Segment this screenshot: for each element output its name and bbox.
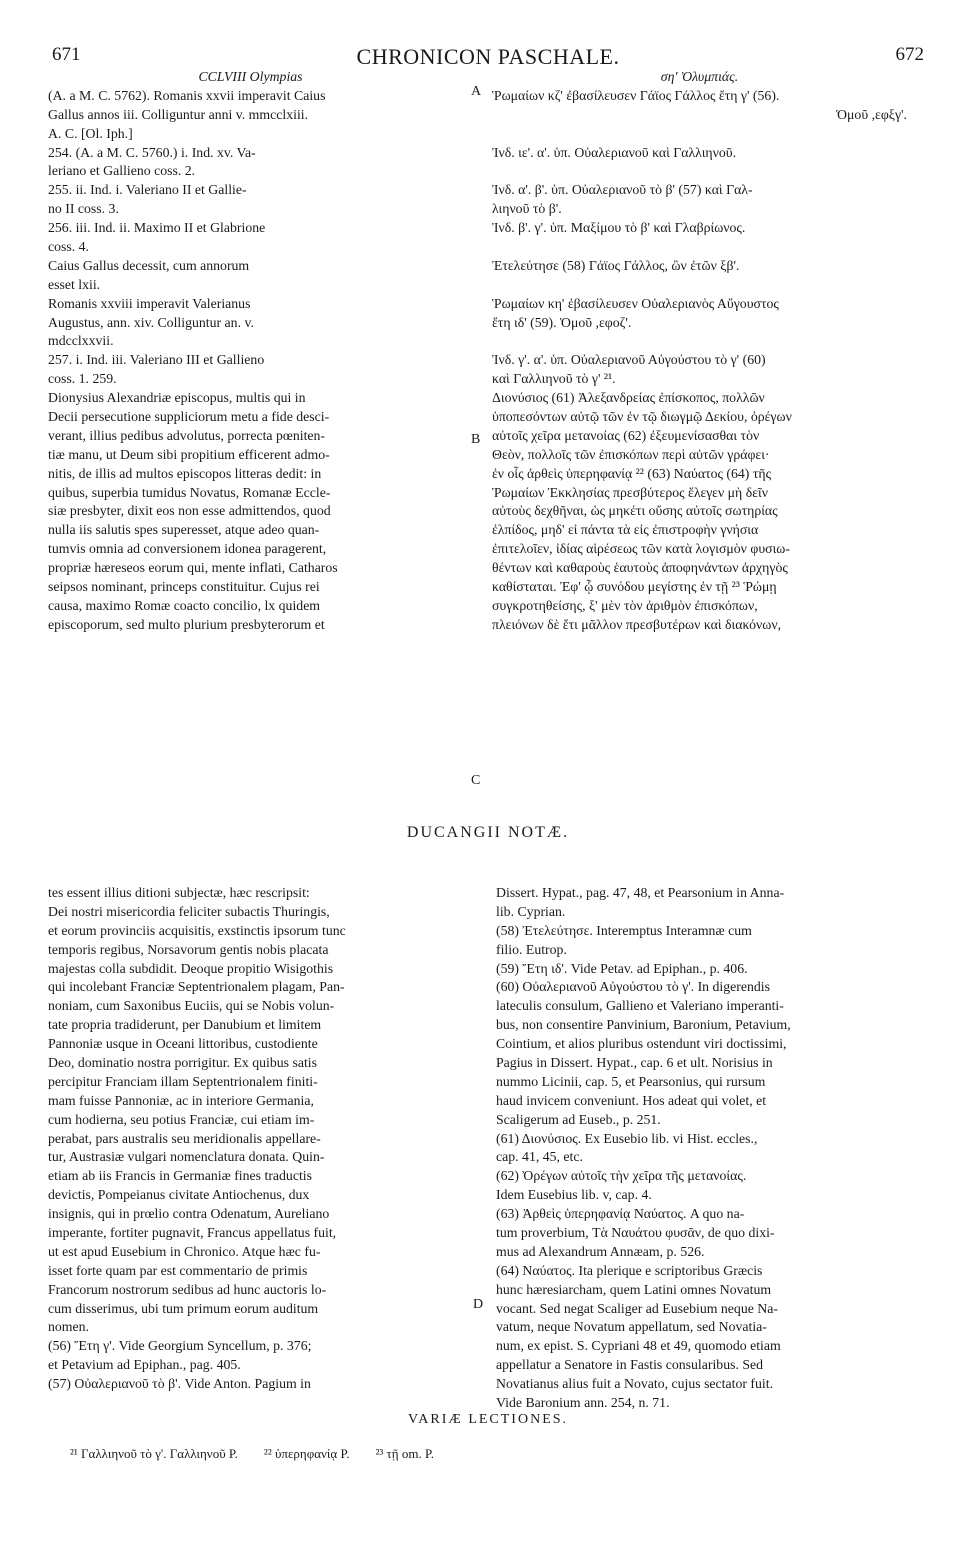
text-line: [492, 125, 907, 144]
text-line: no II coss. 3.: [48, 201, 119, 217]
variae-lectiones-list: [70, 1446, 916, 1462]
text-line: vatum, neque Novatum appellatum, sed Novatia-: [496, 1319, 767, 1335]
text-line: Scaligerum ad Euseb., p. 251.: [496, 1111, 661, 1127]
margin-letter-a: A: [471, 84, 482, 99]
notes-left-column: [48, 884, 466, 1394]
margin-letter-b: B: [471, 432, 481, 447]
text-line: verant, illius pedibus advolutus, porrecta pœniten-: [48, 427, 326, 443]
text-line: perabat, pars australis seu meridionalis appellare-: [48, 1130, 321, 1146]
text-line: etiam ab iis Francis in Germaniæ fines traductis: [48, 1168, 312, 1184]
text-line: bus, non consentire Panvinium, Baronium, Petavium,: [496, 1017, 791, 1033]
variant-reading: ²³ τῇ om. P.: [375, 1446, 434, 1461]
text-line: (57) Οὐαλεριανοῦ τὸ β'. Vide Anton. Pagium in: [48, 1376, 311, 1392]
text-line: Ῥωμαίων κη' ἐβασίλευσεν Οὐαλεριανὸς Αὔγουστος: [492, 295, 779, 311]
text-line: ut est apud Eusebium in Chronico. Atque hæc fu-: [48, 1243, 321, 1259]
text-line: Novatianus alius fuit a Novato, cujus sectator fuit.: [496, 1376, 774, 1392]
text-line: 256. iii. Ind. ii. Maximo II et Glabrione: [48, 220, 266, 236]
text-line: num, ex epist. S. Cypriani 48 et 49, quomodo etiam: [496, 1338, 781, 1354]
greek-text-column: [492, 68, 907, 635]
text-line: mam fuisse Pannoniæ, ac in interiore Germania,: [48, 1092, 314, 1108]
text-line: lateculis consulum, Gallieno et Valeriano imperanti-: [496, 998, 784, 1014]
text-line: siæ presbyter, dixit eos non esse admittendos, quod: [48, 503, 331, 519]
text-line: tes essent illius ditioni subjectæ, hæc rescripsit:: [48, 885, 310, 900]
text-line: ση' Ὀλυμπιάς.: [660, 69, 739, 84]
text-line: Dionysius Alexandriæ episcopus, multis qui in: [48, 390, 306, 406]
text-line: (63) Ἀρθεὶς ὑπερηφανίᾳ Ναύατος. A quo na-: [496, 1206, 745, 1222]
text-line: Dei nostri misericordia feliciter subactis Thuringis,: [48, 903, 330, 919]
margin-letter-c: C: [471, 773, 481, 788]
text-line: ἐν οἷς ἀρθεὶς ὑπερηφανίᾳ ²² (63) Ναύατος (64) τῆς: [492, 465, 772, 481]
text-line: (59) Ἔτη ιδ'. Vide Petav. ad Epiphan., p. 406.: [496, 960, 748, 976]
text-line: majestas colla subdidit. Deoque propitio Wisigothis: [48, 960, 334, 976]
text-line: Caius Gallus decessit, cum annorum: [48, 257, 250, 273]
text-line: [492, 162, 907, 181]
text-line: (56) Ἔτη γ'. Vide Georgium Syncellum, p. 376;: [48, 1338, 312, 1354]
text-line: isset forte quam par est commentario de primis: [48, 1262, 308, 1278]
text-line: Dissert. Hypat., pag. 47, 48, et Pearsonium in Anna-: [496, 885, 785, 900]
text-line: cum disserimus, ubi tum primum eorum auditum: [48, 1300, 319, 1316]
text-line: καὶ Γαλλιηνοῦ τὸ γ' ²¹.: [492, 371, 616, 387]
text-line: coss. 4.: [48, 239, 90, 255]
text-line: hunc hæresiarcham, quem Latini omnes Novatum: [496, 1281, 772, 1297]
text-line: Διονύσιος (61) Ἀλεξανδρείας ἐπίσκοπος, πολλῶν: [492, 390, 765, 406]
text-line: Augustus, ann. xiv. Colliguntur an. v.: [48, 314, 254, 330]
text-line: αὐτοὺς δεχθῆναι, ὡς μηκέτι οὔσης αὐτοῖς σωτηρίας: [492, 503, 778, 519]
text-line: αὐτοῖς χεῖρα μετανοίας (62) ἐξευμενίσασθαι τὸν: [492, 427, 760, 443]
text-line: Pagius in Dissert. Hypat., cap. 6 et ult. Norisius in: [496, 1055, 773, 1071]
page-number-left: 671: [52, 44, 81, 65]
text-line: appellatur a Senatore in Fastis consularibus. Sed: [496, 1357, 764, 1373]
text-line: Deo, dominatio nostra porrigitur. Ex quibus satis: [48, 1055, 318, 1071]
text-line: καθίσταται. Ἐφ' ᾧ συνόδου μεγίστης ἐν τῇ ²³ Ῥώμῃ: [492, 579, 777, 595]
latin-text-column: [48, 68, 453, 635]
running-title: CHRONICON PASCHALE.: [356, 44, 620, 69]
text-line: θέντων καὶ καθαροὺς ἑαυτοὺς ἀποφηνάντων ἀρχηγὸς: [492, 560, 788, 576]
text-line: Ὁμοῦ ,εφξγ'.: [836, 106, 907, 122]
text-line: coss. 1. 259.: [48, 371, 117, 387]
text-line: Francorum nostrorum sedibus ad hunc auctoris lo-: [48, 1281, 327, 1297]
text-line: συγκροτηθείσης, ξ' μὲν τὸν ἀριθμὸν ἐπισκόπων,: [492, 597, 758, 613]
notes-title: DUCANGII NOTÆ.: [406, 824, 570, 841]
text-line: propriæ hæreseos eorum qui, mente inflati, Catharos: [48, 560, 338, 576]
text-line: 254. (A. a M. C. 5760.) i. Ind. xv. Va-: [48, 144, 256, 160]
text-line: Ἰνδ. β'. γ'. ὑπ. Μαξίμου τὸ β' καὶ Γλαβρίωνος.: [492, 220, 746, 236]
text-line: quibus, superbia tumidus Novatus, Romanæ Eccle-: [48, 484, 331, 500]
text-line: lib. Cyprian.: [496, 903, 566, 919]
text-line: devictis, Pompeianus civitate Antiochenus, dux: [48, 1187, 310, 1203]
variant-reading: ²¹ Γαλλιηνοῦ τὸ γ'. Γαλλιηνοῦ P.: [70, 1446, 238, 1461]
notes-right-column: [496, 884, 908, 1413]
text-line: filio. Eutrop.: [496, 941, 567, 957]
text-line: 255. ii. Ind. i. Valeriano II et Gallie-: [48, 182, 247, 198]
text-line: Ἐτελεύτησε (58) Γάϊος Γάλλος, ὢν ἐτῶν ξβ'.: [492, 257, 740, 273]
text-line: A. C. [Ol. Iph.]: [48, 125, 133, 141]
text-line: tum proverbium, Τὰ Ναυάτου φυσᾶν, de quo dixi-: [496, 1225, 775, 1241]
text-line: nummo Licinii, cap. 5, et Pearsonius, qui rursum: [496, 1073, 766, 1089]
text-line: Decii persecutione suppliciorum metu a fide desci-: [48, 409, 330, 425]
variae-lectiones-title: VARIÆ LECTIONES.: [407, 1412, 569, 1427]
text-line: Ῥωμαίων κζ' ἐβασίλευσεν Γάϊος Γάλλος ἔτη γ' (56).: [492, 87, 780, 103]
text-line: tiæ manu, ut Deum sibi propitium efficerent admo-: [48, 446, 330, 462]
text-line: (58) Ἐτελεύτησε. Interemptus Interamnæ cum: [496, 922, 752, 938]
text-line: 257. i. Ind. iii. Valeriano III et Gallieno: [48, 352, 265, 368]
text-line: [492, 276, 907, 295]
page-number-right: 672: [895, 44, 924, 65]
text-line: mus ad Alexandrum Annæam, p. 526.: [496, 1243, 705, 1259]
text-line: qui incolebant Franciæ Septentrionalem plagam, Pan-: [48, 979, 345, 995]
text-line: imperante, fortiter pugnavit, Francus appellatus fuit,: [48, 1225, 337, 1241]
text-line: nomen.: [48, 1319, 89, 1335]
text-line: (60) Οὐαλεριανοῦ Αὐγούστου τὸ γ'. In digerendis: [496, 979, 770, 995]
margin-letter-d: D: [473, 1297, 484, 1312]
text-line: et eorum provinciis acquisitis, exstinctis ipsorum tunc: [48, 922, 346, 938]
text-line: Ἰνδ. γ'. α'. ὑπ. Οὐαλεριανοῦ Αὐγούστου τὸ γ' (60): [492, 352, 766, 368]
text-line: Pannoniæ usque in Oceani littoribus, custodiente: [48, 1036, 318, 1052]
text-line: tur, Austrasiæ vulgari nomenclatura donata. Quin-: [48, 1149, 325, 1165]
text-line: cap. 41, 45, etc.: [496, 1149, 583, 1165]
text-line: cum hodierna, seu potius Franciæ, cui etiam im-: [48, 1111, 315, 1127]
text-line: Θεὸν, πολλοῖς τῶν ἐπισκόπων περὶ αὐτῶν γράφει·: [492, 446, 770, 462]
text-line: tumvis omnia ad conversionem idonea paragerent,: [48, 541, 327, 557]
text-line: esset lxii.: [48, 276, 101, 292]
text-line: nitis, de illis ad multos episcopos litteras dedit: in: [48, 465, 322, 481]
text-line: Romanis xxviii imperavit Valerianus: [48, 295, 251, 311]
text-line: causa, maximo Romæ coacto concilio, lx quidem: [48, 597, 321, 613]
text-line: Ἰνδ. α'. β'. ὑπ. Οὐαλεριανοῦ τὸ β' (57) καὶ Γαλ-: [492, 182, 753, 198]
text-line: percipitur Franciam illam Septentrionalem finiti-: [48, 1073, 318, 1089]
text-line: nulla iis salutis spes superesset, atque adeo quan-: [48, 522, 320, 538]
text-line: (62) Ὀρέγων αὐτοῖς τὴν χεῖρα τῆς μετανοίας.: [496, 1168, 747, 1184]
text-line: (61) Διονύσιος. Ex Eusebio lib. vi Hist. eccles.,: [496, 1130, 758, 1146]
text-line: Ῥωμαίων Ἐκκλησίας πρεσβύτερος ἔλεγεν μὴ δεῖν: [492, 484, 768, 500]
text-line: πλειόνων δὲ ἔτι μᾶλλον πρεσβυτέρων καὶ διακόνων,: [492, 616, 782, 632]
text-line: CCLVIII Olympias: [198, 69, 303, 84]
text-line: haud invicem conveniunt. Hos adeat qui volet, et: [496, 1092, 767, 1108]
text-line: Idem Eusebius lib. v, cap. 4.: [496, 1187, 652, 1203]
text-line: mdcclxxvii.: [48, 333, 114, 349]
text-line: ἐλπίδος, μηδ' εἰ πάντα τὰ εἰς ἐπιστροφὴν γνήσια: [492, 522, 759, 538]
text-line: temporis regibus, Norsavorum gentis nobis placata: [48, 941, 329, 957]
text-line: leriano et Gallieno coss. 2.: [48, 163, 196, 179]
text-line: (A. a M. C. 5762). Romanis xxvii imperavit Caius: [48, 87, 326, 103]
text-line: Vide Baronium ann. 254, n. 71.: [496, 1395, 670, 1411]
text-line: ἐπιτελοῖεν, ἰδίας αἱρέσεως τῶν κατὰ λογισμὸν φυσιω-: [492, 541, 790, 557]
text-line: et Petavium ad Epiphan., pag. 405.: [48, 1357, 241, 1373]
text-line: Ἰνδ. ιε'. α'. ὑπ. Οὐαλεριανοῦ καὶ Γαλλιηνοῦ.: [492, 144, 737, 160]
text-line: (64) Ναύατος. Ita plerique e scriptoribus Græcis: [496, 1262, 763, 1278]
text-line: noniam, cum Saxonibus Euciis, qui se Nobis volun-: [48, 998, 335, 1014]
text-line: vocant. Sed negat Scaliger ad Eusebium neque Na-: [496, 1300, 778, 1316]
text-line: tate propria tradiderunt, per Danubium et limitem: [48, 1017, 322, 1033]
text-line: insignis, qui in prœlio contra Odenatum, Aureliano: [48, 1206, 330, 1222]
variant-reading: ²² ὑπερηφανίᾳ P.: [263, 1446, 350, 1461]
text-line: Cointium, et alios pluribus ostendunt viri doctissimi,: [496, 1036, 787, 1052]
text-line: ὑποπεσόντων αὐτῷ τῶν ἐν τῷ διωγμῷ Δεκίου, ὀρέγων: [492, 409, 792, 425]
text-line: ἔτη ιδ' (59). Ὁμοῦ ,εφοζ'.: [492, 314, 632, 330]
text-line: [492, 332, 907, 351]
text-line: Gallus annos iii. Colliguntur anni v. mmcclxiii.: [48, 106, 309, 122]
text-line: seipsos nominant, princeps constituitur. Cujus rei: [48, 579, 320, 595]
text-line: episcoporum, sed multo plurium presbyterorum et: [48, 616, 325, 632]
text-line: [492, 238, 907, 257]
text-line: λιηνοῦ τὸ β'.: [492, 201, 562, 217]
